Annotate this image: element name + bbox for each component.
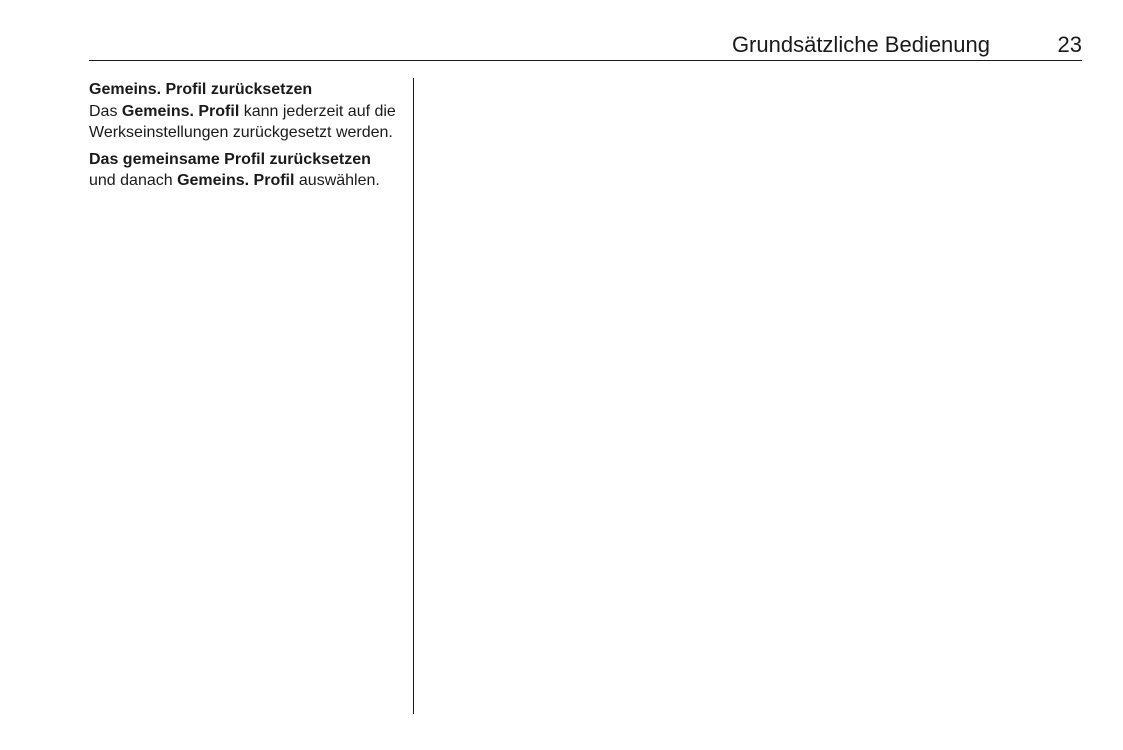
text-run: kann jederzeit auf die Werkseinstellungen zurückgesetzt werden.: [89, 102, 396, 141]
paragraph-reset-instruction: [89, 149, 399, 192]
column-divider: [413, 78, 414, 714]
text-run: Das: [89, 102, 122, 120]
page-number: 23: [1057, 32, 1082, 57]
text-run: und danach: [89, 172, 178, 189]
menu-term-reset-shared-profile: Das gemeinsame Profil zurücksetzen: [89, 150, 371, 168]
menu-term-shared-profile: Gemeins. Profil: [121, 102, 240, 120]
text-run: auswählen.: [294, 172, 380, 189]
running-header: [89, 30, 1082, 61]
subsection-heading: Gemeins. Profil zurücksetzen: [89, 81, 313, 98]
left-column: [89, 79, 399, 197]
section-title: Grundsätzliche Bedienung: [731, 32, 990, 57]
menu-term-shared-profile: Gemeins. Profil: [177, 172, 295, 189]
paragraph-reset-info: [89, 101, 399, 144]
